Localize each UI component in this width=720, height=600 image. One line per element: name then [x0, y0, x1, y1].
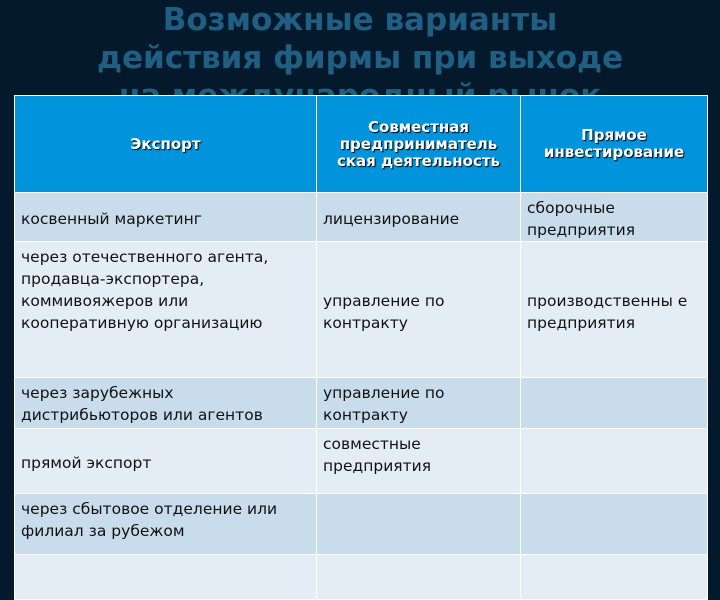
table-cell: сборочные предприятия — [521, 193, 708, 242]
header-export: Экспорт — [15, 96, 317, 193]
header-joint-venture: Совместная предприниматель ская деятельность — [317, 96, 521, 193]
table-row — [15, 193, 708, 242]
table-cell: косвенный маркетинг — [15, 193, 317, 242]
table-row — [15, 242, 708, 378]
table-cell: совместные предприятия — [317, 429, 521, 494]
table-row — [15, 378, 708, 429]
table-cell — [521, 494, 708, 555]
table-cell — [317, 494, 521, 555]
table-cell — [521, 429, 708, 494]
table-row — [15, 494, 708, 555]
strategies-table — [14, 95, 708, 600]
table-cell — [317, 555, 521, 600]
table-cell — [521, 378, 708, 429]
table-cell — [521, 555, 708, 600]
table-row — [15, 555, 708, 600]
table-cell: через сбытовое отделение или филиал за рубежом — [15, 494, 317, 555]
table-cell: лицензирование — [317, 193, 521, 242]
table-cell — [15, 555, 317, 600]
table-cell: управление по контракту — [317, 378, 521, 429]
table-cell: через зарубежных дистрибьюторов или агентов — [15, 378, 317, 429]
table-header-row — [15, 96, 708, 193]
table-cell: через отечественного агента, продавца-экспортера, коммивояжеров или кооперативную организацию — [15, 242, 317, 378]
table-cell: управление по контракту — [317, 242, 521, 378]
table-cell: производственны е предприятия — [521, 242, 708, 378]
table-cell: прямой экспорт — [15, 429, 317, 494]
table-row — [15, 429, 708, 494]
title-line-1: Возможные варианты — [162, 2, 558, 38]
title-line-2: действия фирмы при выходе — [96, 40, 624, 76]
header-direct-investment: Прямое инвестирование — [521, 96, 708, 193]
